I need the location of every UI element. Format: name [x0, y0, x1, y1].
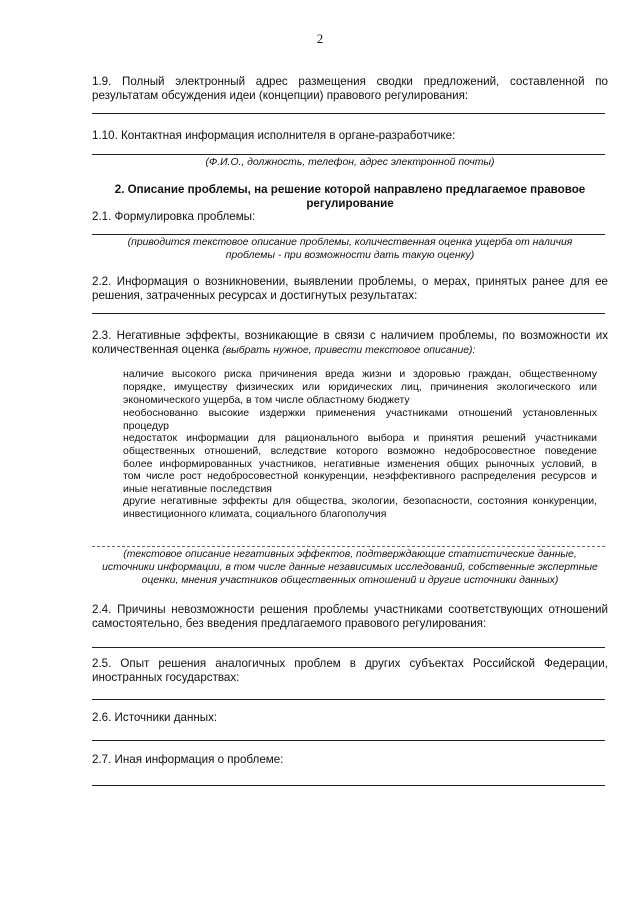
section-2-3-hint-line1: (текстовое описание негативных эффектов, подтверждающие статистические данные, [123, 549, 577, 560]
section-2-3-hint-line3: оценки, мнения участников общественных отношений и другие источники данных) [141, 575, 559, 586]
section-2-2-line2: решения, затраченных ресурсах и достигнутых результатах: [92, 289, 418, 302]
fill-line-2-4 [92, 647, 605, 648]
fill-line-1-9 [92, 113, 605, 114]
section-2-1-label: 2.1. Формулировка проблемы: [92, 210, 256, 223]
section-2-1-hint-line1: (приводится текстовое описание проблемы, количественная оценка ущерба от наличия [127, 237, 573, 248]
fill-line-2-5 [92, 699, 605, 700]
option-4-line1: другие негативные эффекты для общества, экологии, безопасности, состояния конкуренции, [123, 495, 597, 507]
section-2-4-line1: 2.4. Причины невозможности решения проблемы участниками соответствующих отношений [92, 603, 608, 616]
option-1-line1: наличие высокого риска причинения вреда жизни и здоровью граждан, общественному [123, 368, 597, 380]
fill-line-2-3 [92, 546, 605, 547]
section-1-9-line2: результатам обсуждения идеи (концепции) правового регулирования: [92, 89, 469, 102]
section-2-5-line2: иностранных государствах: [92, 671, 240, 684]
fill-line-2-7 [92, 785, 605, 786]
section-1-9-line1: 1.9. Полный электронный адрес размещения сводки предложений, составленной по [92, 75, 608, 88]
section-2-title-line1: 2. Описание проблемы, на решение которой направлено предлагаемое правовое [114, 183, 586, 196]
section-2-3-line1: 2.3. Негативные эффекты, возникающие в связи с наличием проблемы, по возможности их [92, 329, 608, 342]
section-2-4-line2: самостоятельно, без введения предлагаемого правового регулирования: [92, 617, 487, 630]
section-2-6-label: 2.6. Источники данных: [92, 711, 218, 724]
section-2-3-line2-hint: (выбрать нужное, привести текстовое описание): [222, 345, 476, 356]
section-2-1-hint-line2: проблемы - при возможности дать такую оценку) [225, 250, 475, 261]
section-2-3-hint-line2: источники информации, в том числе данные независимых исследований, собственные экспертные [102, 562, 598, 573]
option-1-line3: экономического ущерба, в том числе областному бюджету [123, 394, 410, 406]
section-2-5-line1: 2.5. Опыт решения аналогичных проблем в других субъектах Российской Федерации, [92, 657, 608, 670]
section-2-2-line1: 2.2. Информация о возникновении, выявлении проблемы, о мерах, принятых ранее для ее [92, 275, 608, 288]
option-3-line2: общественных отношений, вследствие которого возможно недобросовестное поведение [123, 445, 597, 457]
option-2-line2: процедур [123, 420, 169, 432]
option-2-line1: необоснованно высокие издержки применения участниками отношений установленных [123, 407, 597, 419]
option-3-line1: недостаток информации для рационального выбора и принятия решений участниками [123, 432, 597, 444]
section-2-3-line2-main: количественная оценка [92, 343, 220, 356]
section-1-10-label: 1.10. Контактная информация исполнителя в органе-разработчике: [92, 129, 456, 142]
fill-line-1-10 [92, 154, 605, 155]
option-4-line2: инвестиционного климата, социального благополучия [123, 508, 387, 520]
section-2-3-line2 [92, 343, 608, 358]
section-2-title-line2: регулирование [306, 197, 394, 210]
option-3-line4: том числе рост недобросовестной конкуренции, неэффективного распределения ресурсов и [123, 470, 597, 482]
section-2-7-label: 2.7. Иная информация о проблеме: [92, 753, 284, 766]
section-1-10-hint: (Ф.И.О., должность, телефон, адрес электронной почты) [205, 157, 495, 168]
page-number: 2 [316, 31, 324, 46]
fill-line-2-6 [92, 740, 605, 741]
option-3-line3: более информированных участников, негативные изменения общих рыночных условий, в [123, 458, 597, 470]
fill-line-2-1 [92, 234, 605, 235]
fill-line-2-2 [92, 313, 605, 314]
option-3-line5: иные негативные последствия [123, 483, 272, 495]
option-1-line2: порядке, имуществу физических или юридических лиц, причинения экологического или [123, 381, 597, 393]
